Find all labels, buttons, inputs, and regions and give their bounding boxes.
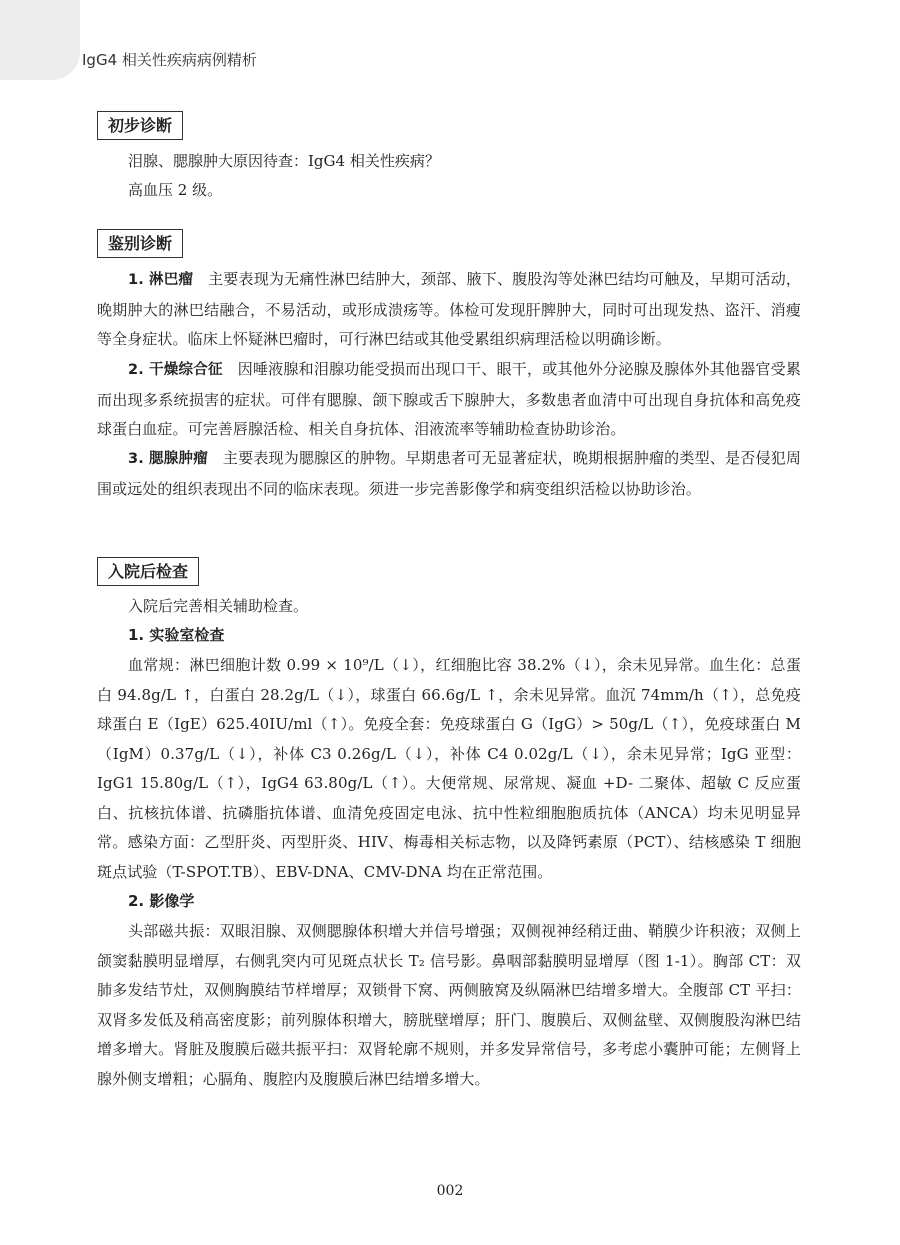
differential-item-title: 3. 腮腺肿瘤 xyxy=(128,451,208,467)
differential-item-sjogren xyxy=(97,355,801,445)
page-number: 002 xyxy=(436,1183,464,1199)
section-label-admission-exams: 入院后检查 xyxy=(97,557,199,586)
imaging-text: 头部磁共振：双眼泪腺、双侧腮腺体积增大并信号增强；双侧视神经稍迂曲、鞘膜少许积液；双侧上颌窦黏膜明显增厚，右侧乳突内可见斑点状长 T₂ 信号影。鼻咽部黏膜明显增厚（图 1-1）。胸部 CT：双肺多发结节灶，双侧胸膜结节样增厚；双锁骨下窝、两侧腋窝及纵隔淋巴结增多增大。全腹部 CT 平扫：双肾多发低及稍高密度影；前列腺体积增大，膀胱壁增厚；肝门、腹膜后、双侧盆壁、双侧腹股沟淋巴结增多增大。肾脏及腹膜后磁共振平扫：双肾轮廓不规则，并多发异常信号，多考虑小囊肿可能；左侧肾上腺外侧支增粗；心膈角、腹腔内及腹膜后淋巴结增多增大。 xyxy=(97,922,801,1088)
differential-item-text: 主要表现为腮腺区的肿物。早期患者可无显著症状，晚期根据肿瘤的类型、是否侵犯周围或远处的组织表现出不同的临床表现。须进一步完善影像学和病变组织活检以协助诊治。 xyxy=(97,449,801,498)
lab-exam-text: 血常规：淋巴细胞计数 0.99 × 10⁹/L（↓），红细胞比容 38.2%（↓），余未见异常。血生化：总蛋白 94.8g/L ↑，白蛋白 28.2g/L（↓），球蛋白 66.6g/L ↑，余未见异常。血沉 74mm/h（↑），总免疫球蛋白 E（IgE）625.40IU/ml（↑）。免疫全套：免疫球蛋白 G（IgG）> 50g/L（↑），免疫球蛋白 M（IgM）0.37g/L（↓），补体 C3 0.26g/L（↓），补体 C4 0.02g/L（↓），余未见异常；IgG 亚型：IgG1 15.80g/L（↑），IgG4 63.80g/L（↑）。大便常规、尿常规、凝血 +D- 二聚体、超敏 C 反应蛋白、抗核抗体谱、抗磷脂抗体谱、血清免疫固定电泳、抗中性粒细胞胞质抗体（ANCA）均未见明显异常。感染方面：乙型肝炎、丙型肝炎、HIV、梅毒相关标志物，以及降钙素原（PCT）、结核感染 T 细胞斑点试验（T-SPOT.TB）、EBV-DNA、CMV-DNA 均在正常范围。 xyxy=(97,656,801,881)
admission-intro: 入院后完善相关辅助检查。 xyxy=(128,597,309,615)
section-label-initial-diagnosis: 初步诊断 xyxy=(97,111,183,140)
lab-exam-heading: 1. 实验室检查 xyxy=(128,626,225,644)
header-corner-tab xyxy=(0,0,80,80)
initial-diagnosis-line-2: 高血压 2 级。 xyxy=(128,181,223,199)
differential-item-title: 2. 干燥综合征 xyxy=(128,362,223,378)
running-header-title: IgG4 相关性疾病病例精析 xyxy=(82,51,257,69)
differential-item-parotid-tumor xyxy=(97,444,801,504)
imaging-heading: 2. 影像学 xyxy=(128,892,195,910)
differential-item-text: 主要表现为无痛性淋巴结肿大，颈部、腋下、腹股沟等处淋巴结均可触及，早期可活动，晚期肿大的淋巴结融合，不易活动，或形成溃疡等。体检可发现肝脾肿大，同时可出现发热、盗汗、消瘦等全身症状。临床上怀疑淋巴瘤时，可行淋巴结或其他受累组织病理活检以明确诊断。 xyxy=(97,270,801,348)
differential-item-text: 因唾液腺和泪腺功能受损而出现口干、眼干，或其他外分泌腺及腺体外其他器官受累而出现多系统损害的症状。可伴有腮腺、颌下腺或舌下腺肿大，多数患者血清中可出现自身抗体和高免疫球蛋白血症。可完善唇腺活检、相关自身抗体、泪液流率等辅助检查协助诊治。 xyxy=(97,360,801,438)
differential-item-title: 1. 淋巴瘤 xyxy=(128,272,194,288)
section-label-differential-diagnosis: 鉴别诊断 xyxy=(97,229,183,258)
differential-item-lymphoma xyxy=(97,265,801,355)
initial-diagnosis-line-1: 泪腺、腮腺肿大原因待查：IgG4 相关性疾病？ xyxy=(128,152,440,170)
